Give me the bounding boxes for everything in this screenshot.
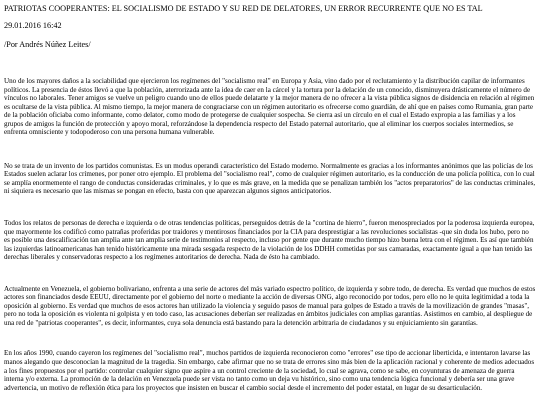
article-author: /Por Andrés Núñez Leites/ [4,40,91,49]
article-title: PATRIOTAS COOPERANTES: EL SOCIALISMO DE ESTADO Y SU RED DE DELATORES, UN ERROR RECURRENTE QUE NO ES TAL [4,4,483,13]
paragraph-2: No se trata de un invento de los partidos comunistas. Es un modus operandi característico del Estado moderno. Normalmente es gracias a los informantes anónimos que las policías de los Estados suelen aclarar los crímenes, por poner otro ejemplo. El problema del "socialismo real", como de cualquier régimen autoritario, es la conducción de una policía política, con lo cual se amplía enormemente el rango de conductas consideradas criminales, y lo que es más grave, en la medida que se penalizan también los "actos preparatorios" de las conductas criminales, ni siquiera es necesario que las mismas se pongan en efecto, basta con que aparezcan algunos signos anticipatorios. [4,161,536,196]
article-datetime: 29.01.2016 16:42 [4,21,62,30]
paragraph-3: Todos los relatos de personas de derecha e izquierda o de otras tendencias políticas, perseguidos detrás de la "cortina de hierro", fueron menospreciados por la poderosa izquierda europea, que mayormente los codificó como patrañas proferidas por traidores y mentirosos financiados por la CIA para desprestigiar a las revoluciones socialistas -que sin duda los hubo, pero no es posible una descalificación tan amplia ante tan amplia serie de testimonios al respecto, incluso por gente que durante mucho tiempo hizo buena letra con el régimen. Es así que también las izquierdas latinoamericanas han tenido históricamente una mirada sesgada respecto de la violación de los DDHH cometidas por sus camaradas, exactamente igual a que han tenido las derechas liberales y conservadoras respecto a los regímenes autoritarios de derecha. Nada de ésto ha cambiado. [4,219,535,262]
paragraph-4: Actualmente en Venezuela, el gobierno bolivariano, enfrenta a una serie de actores del más variado espectro político, de izquierda y sobre todo, de derecha. Es verdad que muchos de estos actores son financiados desde EEUU, directamente por el gobierno del norte o mediante la acción de diversas ONG, algo reconocido por todos, pero ello no le quita legitimidad a toda la oposición al gobierno. Es verdad que muchos de esos actores han utilizado la violencia y seguido pasos de manual para golpes de Estado a través de la movilización de grandes "masas", pero no toda la oposición es violenta ni golpista y en todo caso, las acusaciones deberían ser realizadas en ámbitos judiciales con amplias garantías. Asistimos en cambio, al despliegue de una red de "patriotas cooperantes", es decir, informantes, cuya sola denuncia está bastando para la detención arbitraria de ciudadanos y su enjuiciamiento sin garantías. [4,284,536,327]
article [4,4,536,392]
paragraph-5: En los años 1990, cuando cayeron los regímenes del "socialismo real", muchos partidos de izquierda reconocieron como "errores" ese tipo de accionar liberticida, e intentaron lavarse las manos alegando que desconocían la magnitud de la tragedia. Sin embargo, cabe afirmar que no se trata de errores sino más bien de la aplicación racional y coherente de medios adecuados a los fines propuestos por el partido: controlar cualquier signo que aspire a un control creciente de la sociedad, lo cual se agrava, como se sabe, en coyunturas de amenaza de guerra interna y/o externa. La promoción de la delación en Venezuela puede ser vista no tanto como un deja vu histórico, sino como una tendencia lógica funcional y debería ser una grave advertencia, un motivo de reflexión ética para los proyectos que insisten en buscar el cambio social desde el incremento del poder estatal, en lugar de su desarticulación. [4,349,535,392]
paragraph-1: Uno de los mayores daños a la sociabilidad que ejercieron los regímenes del "socialismo real" en Europa y Asia, vino dado por el reclutamiento y la distribución capilar de informantes políticos. La presencia de éstos llevó a que la población, aterrorizada ante la idea de caer en la cárcel y la tortura por la delación de un conocido, disminuyera drásticamente el número de vínculos no laborales. Tener amigos se vuelve un peligro cuando uno de ellos puede delatarte y la mejor manera de no ofrecer a la vista pública signos de disidencia en relación al régimen es ocultarse de la vista pública. Al mismo tiempo, la mejor manera de congraciarse con un régimen autoritario es ofrecerse como guardián, de ahí que en países como Rumania, gran parte de la población oficiaba como informante, como delator, como modo de protegerse de cualquier sospecha. Se cierra así un círculo en el cual el Estado expropia a las familias y a los grupos de amigos la función de protección y apoyo moral, reforzándose la dependencia respecto del Estado paternal autoritario, que al eliminar los cuerpos sociales intermedios, se enfrenta omnisciente y todopoderoso con una persona humana vulnerable. [4,77,535,137]
